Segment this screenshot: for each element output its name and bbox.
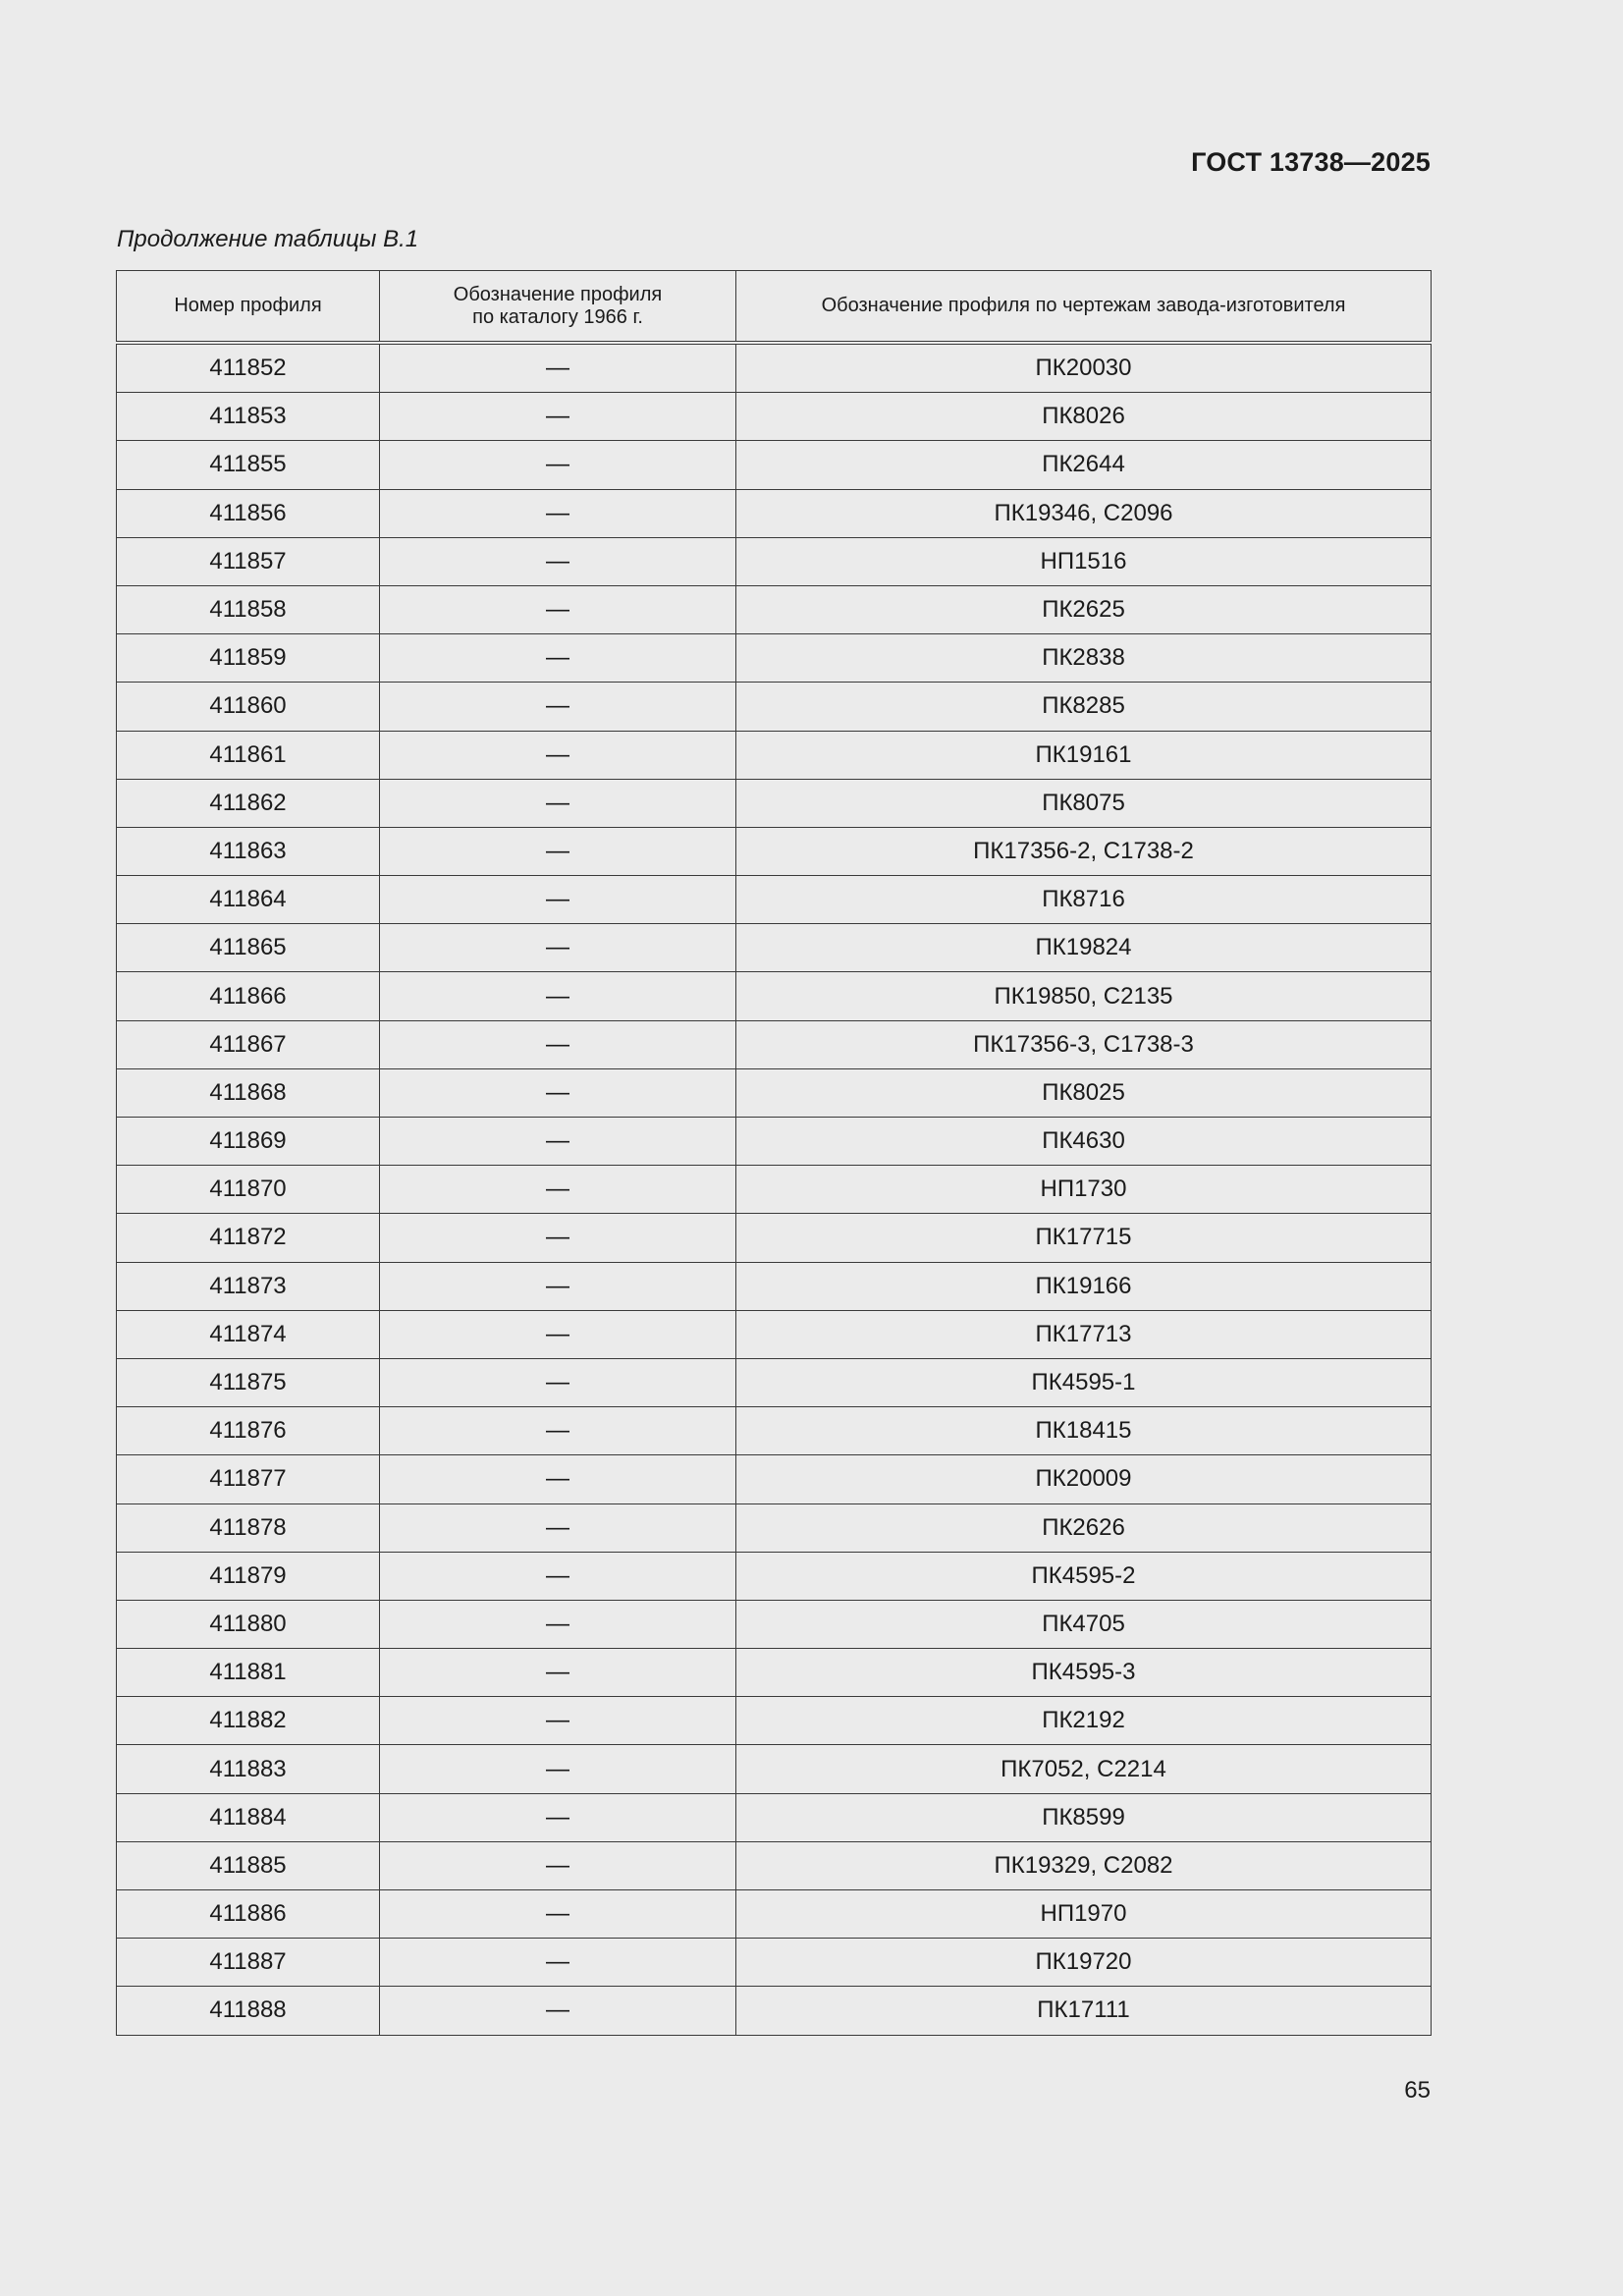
cell-catalog-1966: — — [380, 1020, 736, 1068]
cell-manufacturer-designation: ПК4595-2 — [736, 1552, 1432, 1600]
table-row — [117, 343, 1432, 393]
cell-profile-number: 411872 — [117, 1214, 380, 1262]
cell-catalog-1966: — — [380, 585, 736, 633]
cell-catalog-1966: — — [380, 1118, 736, 1166]
cell-manufacturer-designation: НП1730 — [736, 1166, 1432, 1214]
cell-manufacturer-designation: ПК17356-3, С1738-3 — [736, 1020, 1432, 1068]
cell-profile-number: 411852 — [117, 343, 380, 393]
cell-manufacturer-designation: ПК2838 — [736, 634, 1432, 683]
table-row — [117, 1068, 1432, 1117]
cell-profile-number: 411865 — [117, 924, 380, 972]
cell-manufacturer-designation: НП1516 — [736, 537, 1432, 585]
cell-profile-number: 411856 — [117, 489, 380, 537]
table-row — [117, 1020, 1432, 1068]
cell-profile-number: 411880 — [117, 1600, 380, 1648]
cell-catalog-1966: — — [380, 1310, 736, 1358]
document-code: ГОСТ 13738—2025 — [1191, 147, 1431, 177]
cell-manufacturer-designation: ПК4705 — [736, 1600, 1432, 1648]
table-row — [117, 1939, 1432, 1987]
cell-manufacturer-designation: ПК17713 — [736, 1310, 1432, 1358]
cell-manufacturer-designation: ПК7052, С2214 — [736, 1745, 1432, 1793]
table-row — [117, 1745, 1432, 1793]
cell-profile-number: 411853 — [117, 393, 380, 441]
cell-profile-number: 411859 — [117, 634, 380, 683]
cell-catalog-1966: — — [380, 1987, 736, 2035]
column-header-manufacturer-designation: Обозначение профиля по чертежам завода-изготовителя — [736, 271, 1432, 344]
cell-manufacturer-designation: ПК2644 — [736, 441, 1432, 489]
cell-catalog-1966: — — [380, 1455, 736, 1503]
cell-profile-number: 411866 — [117, 972, 380, 1020]
cell-manufacturer-designation: ПК8026 — [736, 393, 1432, 441]
cell-catalog-1966: — — [380, 876, 736, 924]
page-number: 65 — [1404, 2077, 1431, 2104]
cell-profile-number: 411876 — [117, 1407, 380, 1455]
cell-profile-number: 411867 — [117, 1020, 380, 1068]
cell-profile-number: 411860 — [117, 683, 380, 731]
cell-manufacturer-designation: ПК18415 — [736, 1407, 1432, 1455]
cell-catalog-1966: — — [380, 1407, 736, 1455]
cell-profile-number: 411870 — [117, 1166, 380, 1214]
cell-catalog-1966: — — [380, 1214, 736, 1262]
cell-profile-number: 411887 — [117, 1939, 380, 1987]
cell-profile-number: 411864 — [117, 876, 380, 924]
cell-catalog-1966: — — [380, 1649, 736, 1697]
table-row — [117, 1118, 1432, 1166]
cell-profile-number: 411888 — [117, 1987, 380, 2035]
table-row — [117, 1890, 1432, 1939]
cell-catalog-1966: — — [380, 489, 736, 537]
table-row — [117, 1358, 1432, 1406]
cell-catalog-1966: — — [380, 393, 736, 441]
cell-profile-number: 411874 — [117, 1310, 380, 1358]
table-row — [117, 489, 1432, 537]
cell-manufacturer-designation: ПК4595-1 — [736, 1358, 1432, 1406]
cell-catalog-1966: — — [380, 683, 736, 731]
cell-profile-number: 411862 — [117, 779, 380, 827]
cell-manufacturer-designation: ПК17715 — [736, 1214, 1432, 1262]
cell-manufacturer-designation: ПК17111 — [736, 1987, 1432, 2035]
cell-catalog-1966: — — [380, 1262, 736, 1310]
table-row — [117, 1793, 1432, 1841]
cell-manufacturer-designation: ПК19824 — [736, 924, 1432, 972]
cell-catalog-1966: — — [380, 924, 736, 972]
cell-profile-number: 411857 — [117, 537, 380, 585]
cell-profile-number: 411868 — [117, 1068, 380, 1117]
cell-catalog-1966: — — [380, 1890, 736, 1939]
cell-manufacturer-designation: НП1970 — [736, 1890, 1432, 1939]
cell-profile-number: 411884 — [117, 1793, 380, 1841]
table-row — [117, 1552, 1432, 1600]
cell-catalog-1966: — — [380, 731, 736, 779]
cell-manufacturer-designation: ПК8075 — [736, 779, 1432, 827]
table-row — [117, 1455, 1432, 1503]
cell-manufacturer-designation: ПК19346, С2096 — [736, 489, 1432, 537]
table-row — [117, 1649, 1432, 1697]
cell-catalog-1966: — — [380, 972, 736, 1020]
table-header-row — [117, 271, 1432, 344]
cell-catalog-1966: — — [380, 441, 736, 489]
cell-catalog-1966: — — [380, 827, 736, 875]
table-row — [117, 393, 1432, 441]
cell-profile-number: 411858 — [117, 585, 380, 633]
cell-manufacturer-designation: ПК4595-3 — [736, 1649, 1432, 1697]
cell-manufacturer-designation: ПК19161 — [736, 731, 1432, 779]
column-header-profile-number: Номер профиля — [117, 271, 380, 344]
cell-profile-number: 411877 — [117, 1455, 380, 1503]
column-header-catalog-1966-text: Обозначение профиля по каталогу 1966 г. — [453, 283, 663, 328]
table-row — [117, 779, 1432, 827]
table-row — [117, 1310, 1432, 1358]
cell-catalog-1966: — — [380, 343, 736, 393]
cell-profile-number: 411869 — [117, 1118, 380, 1166]
cell-profile-number: 411885 — [117, 1841, 380, 1889]
table-row — [117, 1214, 1432, 1262]
cell-catalog-1966: — — [380, 1166, 736, 1214]
cell-catalog-1966: — — [380, 1552, 736, 1600]
table-row — [117, 924, 1432, 972]
cell-profile-number: 411875 — [117, 1358, 380, 1406]
cell-catalog-1966: — — [380, 1068, 736, 1117]
cell-manufacturer-designation: ПК19720 — [736, 1939, 1432, 1987]
cell-catalog-1966: — — [380, 779, 736, 827]
cell-profile-number: 411861 — [117, 731, 380, 779]
table-row — [117, 537, 1432, 585]
table-row — [117, 634, 1432, 683]
table-caption: Продолжение таблицы В.1 — [117, 226, 419, 252]
cell-manufacturer-designation: ПК19329, С2082 — [736, 1841, 1432, 1889]
cell-catalog-1966: — — [380, 1793, 736, 1841]
cell-manufacturer-designation: ПК2625 — [736, 585, 1432, 633]
table-row — [117, 441, 1432, 489]
cell-manufacturer-designation: ПК8285 — [736, 683, 1432, 731]
table-row — [117, 1166, 1432, 1214]
table-row — [117, 585, 1432, 633]
cell-manufacturer-designation: ПК8599 — [736, 1793, 1432, 1841]
cell-catalog-1966: — — [380, 1503, 736, 1552]
cell-manufacturer-designation: ПК19166 — [736, 1262, 1432, 1310]
profile-table — [116, 270, 1432, 2036]
cell-profile-number: 411882 — [117, 1697, 380, 1745]
cell-profile-number: 411883 — [117, 1745, 380, 1793]
cell-profile-number: 411863 — [117, 827, 380, 875]
cell-catalog-1966: — — [380, 1745, 736, 1793]
cell-manufacturer-designation: ПК2192 — [736, 1697, 1432, 1745]
cell-catalog-1966: — — [380, 537, 736, 585]
table-row — [117, 1600, 1432, 1648]
cell-manufacturer-designation: ПК8025 — [736, 1068, 1432, 1117]
cell-manufacturer-designation: ПК2626 — [736, 1503, 1432, 1552]
cell-profile-number: 411886 — [117, 1890, 380, 1939]
table-row — [117, 827, 1432, 875]
cell-manufacturer-designation: ПК20030 — [736, 343, 1432, 393]
column-header-catalog-1966 — [380, 271, 736, 344]
cell-manufacturer-designation: ПК8716 — [736, 876, 1432, 924]
table-row — [117, 1262, 1432, 1310]
cell-profile-number: 411855 — [117, 441, 380, 489]
cell-catalog-1966: — — [380, 1600, 736, 1648]
cell-catalog-1966: — — [380, 1358, 736, 1406]
cell-catalog-1966: — — [380, 634, 736, 683]
cell-manufacturer-designation: ПК4630 — [736, 1118, 1432, 1166]
cell-manufacturer-designation: ПК20009 — [736, 1455, 1432, 1503]
table-row — [117, 731, 1432, 779]
cell-catalog-1966: — — [380, 1841, 736, 1889]
table-row — [117, 972, 1432, 1020]
cell-manufacturer-designation: ПК19850, С2135 — [736, 972, 1432, 1020]
cell-profile-number: 411878 — [117, 1503, 380, 1552]
table-row — [117, 1987, 1432, 2035]
cell-manufacturer-designation: ПК17356-2, С1738-2 — [736, 827, 1432, 875]
table-body — [117, 343, 1432, 2035]
table-row — [117, 1503, 1432, 1552]
cell-profile-number: 411873 — [117, 1262, 380, 1310]
table-row — [117, 1841, 1432, 1889]
table-row — [117, 683, 1432, 731]
table-row — [117, 876, 1432, 924]
cell-profile-number: 411881 — [117, 1649, 380, 1697]
cell-catalog-1966: — — [380, 1939, 736, 1987]
cell-catalog-1966: — — [380, 1697, 736, 1745]
table-row — [117, 1407, 1432, 1455]
table-row — [117, 1697, 1432, 1745]
cell-profile-number: 411879 — [117, 1552, 380, 1600]
